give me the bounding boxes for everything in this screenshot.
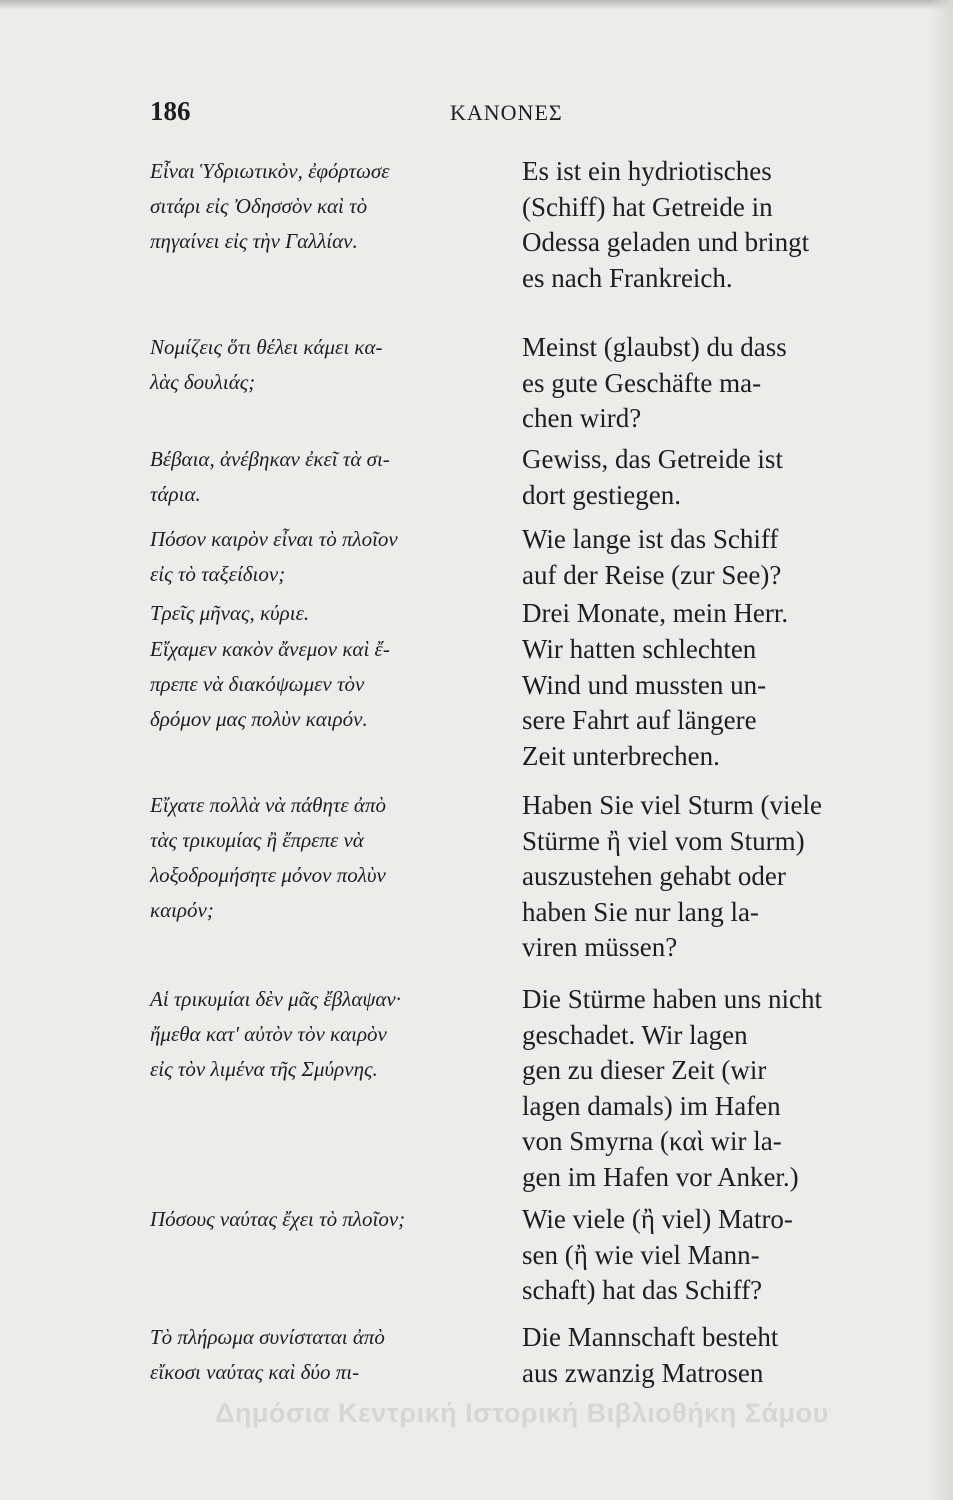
page-number: 186 [150,96,191,126]
greek-line: Νομίζεις ὅτι θέλει κάμει κα- [150,335,383,359]
german-line: gen im Hafen vor Anker.) [522,1161,799,1192]
entry-row [150,514,890,596]
phrasebook-rows [150,154,890,1396]
greek-text [150,982,522,1202]
page-side-shadow [929,0,953,1500]
german-line: Wie viele (ἢ viel) Matro- [522,1204,793,1234]
greek-line: εἴκοσι ναύτας καὶ δύο πι- [150,1360,360,1384]
german-text [522,788,890,976]
page-header [150,96,890,136]
entry-row [150,976,890,1202]
greek-text [150,154,522,330]
german-line: Gewiss, das Getreide ist [522,444,783,474]
greek-line: τὰς τρικυμίας ἢ ἔπρεπε νὰ [150,828,364,852]
german-text [522,442,890,514]
german-line: dort gestiegen. [522,479,681,510]
entry-row [150,1202,890,1320]
greek-line: λὰς δουλιάς; [150,370,256,394]
german-line: Die Mannschaft besteht [522,1322,779,1352]
german-line: sere Fahrt auf längere [522,705,757,735]
greek-line: σιτάρι εἰς Ὀδησσὸν καὶ τὸ [150,194,368,218]
greek-text [150,442,522,514]
entry-row [150,632,890,784]
greek-line: εἰς τὸν λιμένα τῆς Σμύρνης. [150,1057,378,1081]
greek-line: Εἴχατε πολλὰ νὰ πάθητε ἀπὸ [150,793,386,817]
german-line: Meinst (glaubst) du dass [522,332,787,362]
entry-row [150,1320,890,1396]
greek-line: πηγαίνει εἰς τὴν Γαλλίαν. [150,229,358,253]
german-line: schaft) hat das Schiff? [522,1275,763,1305]
german-line: chen wird? [522,403,642,433]
greek-text [150,522,522,596]
german-text [522,1202,890,1320]
greek-line: λοξοδρομήσητε μόνον πολὺν [150,863,386,887]
german-line: auszustehen gehabt oder [522,861,786,891]
german-line: Stürme ἢ viel vom Sturm) [522,825,805,856]
german-line: gen zu dieser Zeit (wir [522,1055,767,1085]
german-line: sen (ἢ wie viel Mann- [522,1239,760,1270]
library-watermark: Δημόσια Κεντρική Ιστορική Βιβλιοθήκη Σάμου [215,1398,829,1428]
german-text [522,522,890,596]
greek-line: Τρεῖς μῆνας, κύριε. [150,601,310,625]
german-line: Wind und mussten un- [522,669,767,700]
german-text [522,982,890,1202]
entry-row [150,442,890,514]
greek-line: Πόσους ναύτας ἔχει τὸ πλοῖον; [150,1207,406,1231]
entry-row [150,330,890,442]
german-line: (Schiff) hat Getreide in [522,191,773,222]
page-top-shadow [0,0,953,10]
greek-line: πρεπε νὰ διακόψωμεν τὸν [150,672,365,696]
greek-line: Αἱ τρικυμίαι δὲν μᾶς ἔβλαψαν· [150,987,401,1011]
german-line: Es ist ein hydriotisches [522,156,772,186]
german-line: auf der Reise (zur See)? [522,559,782,590]
greek-text [150,632,522,784]
greek-line: Βέβαια, ἀνέβηκαν ἐκεῖ τὰ σι- [150,447,390,471]
german-line: Zeit unterbrechen. [522,740,720,771]
greek-text [150,1320,522,1396]
greek-line: ἤμεθα κατ' αὐτὸν τὸν καιρὸν [150,1022,387,1046]
german-line: lagen damals) im Hafen [522,1090,781,1121]
german-line: viren müssen? [522,932,678,962]
entry-row [150,784,890,976]
german-text [522,632,890,784]
german-line: Die Stürme haben uns nicht [522,984,822,1014]
german-line: Haben Sie viel Sturm (viele [522,790,822,820]
greek-line: Τὸ πλήρωμα συνίσταται ἀπὸ [150,1325,385,1349]
german-line: geschadet. Wir lagen [522,1019,748,1050]
german-line: Drei Monate, mein Herr. [522,598,789,628]
greek-line: καιρόν; [150,898,214,922]
german-line: es nach Frankreich. [522,262,733,293]
greek-line: τάρια. [150,482,201,506]
german-line: es gute Geschäfte ma- [522,367,762,398]
german-line: von Smyrna (καὶ wir la- [522,1126,782,1156]
greek-line: Εἴχαμεν κακὸν ἄνεμον καὶ ἔ- [150,637,390,661]
german-line: haben Sie nur lang la- [522,896,759,927]
greek-text [150,1202,522,1320]
greek-line: εἰς τὸ ταξείδιον; [150,562,286,586]
german-text [522,330,890,442]
greek-text [150,788,522,976]
german-line: Odessa geladen und bringt [522,227,810,257]
running-title: ΚΑΝΟΝΕΣ [450,100,563,125]
entry-row [150,596,890,632]
entry-row [150,154,890,330]
german-line: Wir hatten schlechten [522,634,757,664]
greek-line: Πόσον καιρὸν εἶναι τὸ πλοῖον [150,527,398,551]
greek-text [150,596,522,632]
german-text [522,1320,890,1396]
greek-text [150,330,522,442]
german-line: aus zwanzig Matrosen [522,1357,764,1388]
german-line: Wie lange ist das Schiff [522,524,779,554]
german-text [522,154,890,330]
greek-line: Εἶναι Ὑδριωτικὸν, ἐφόρτωσε [150,159,390,183]
german-text [522,596,890,632]
greek-line: δρόμον μας πολὺν καιρόν. [150,707,368,731]
